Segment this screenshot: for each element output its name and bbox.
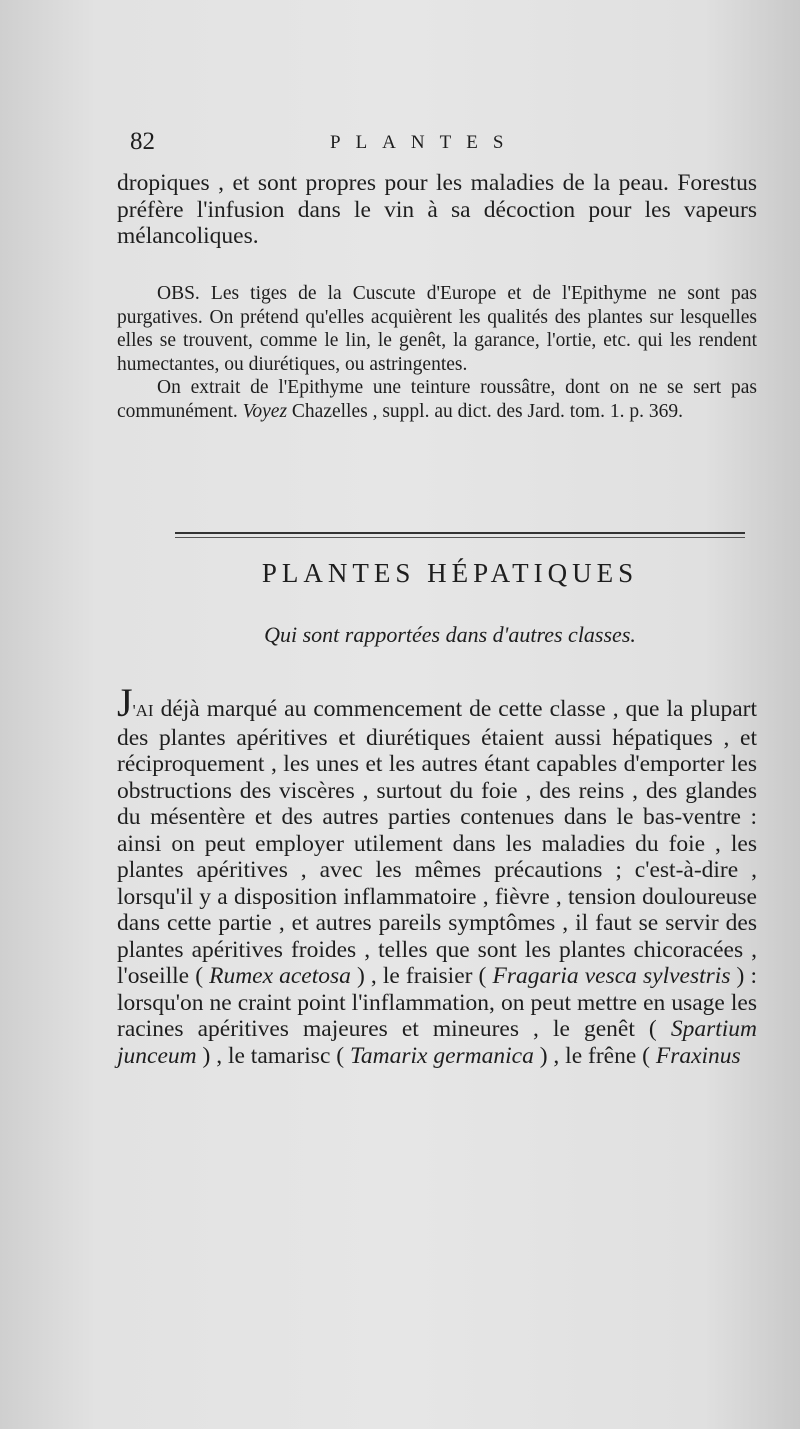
drop-cap: J: [117, 680, 133, 725]
latin-name-5: Fraxinus: [655, 1042, 741, 1069]
main-text-2: ) , le fraisier (: [350, 963, 493, 989]
main-text-3: ) : lorsqu'on ne craint point l'inflammation, on peut mettre en usage les racines apéritives majeures et mineures , le genêt (: [117, 963, 757, 1042]
obs-block: [117, 282, 757, 423]
obs-see-also: Voyez: [242, 400, 288, 422]
main-paragraph: [117, 680, 757, 1069]
latin-name-4: Tamarix germanica: [349, 1042, 534, 1069]
section-subtitle: Qui sont rapportées dans d'autres classes.: [264, 622, 636, 647]
running-head: PLANTES: [330, 132, 519, 153]
obs-paragraph: [117, 282, 757, 376]
obs-label: OBS.: [157, 283, 200, 304]
small-caps: 'AI: [132, 701, 154, 720]
intro-block: [117, 170, 757, 250]
latin-name-1: Rumex acetosa: [209, 963, 351, 989]
page-number: 82: [130, 128, 155, 155]
latin-name-3: Spartium junceum: [117, 1016, 757, 1069]
intro-paragraph: dropiques , et sont propres pour les maladies de la peau. Forestus préfère l'infusion dans le vin à sa décoction pour les vapeurs mélancoliques.: [117, 170, 757, 249]
main-text-1: déjà marqué au commencement de cette classe , que la plupart des plantes apéritives et diurétiques étaient aussi hépatiques , et réciproquement , les unes et les autres étant capables d'emporter les obstructions des viscères , surtout du foie , des reins , des glandes du mésentère et des autres parties contenues dans le bas-ventre : ainsi on peut employer utilement dans les maladies du foie , les plantes apéritives , avec les mêmes précautions ; c'est-à-dire , lorsqu'il y a disposition inflammatoire , fièvre , tension douloureuse dans cette partie , et autres pareils symptômes , il faut se servir des plantes apéritives froides , telles que sont les plantes chicoracées , l'oseille (: [117, 696, 757, 989]
section-rule: [175, 532, 745, 538]
latin-name-2: Fragaria vesca sylvestris: [492, 963, 731, 989]
obs-text-2a: On extrait de l'Epithyme une teinture roussâtre, dont on ne se sert pas communément.: [117, 377, 757, 422]
rule-thin: [175, 537, 745, 538]
main-text-4: ) , le tamarisc (: [196, 1042, 350, 1069]
rule-thick: [175, 532, 745, 534]
main-text-5: ) , le frêne (: [533, 1042, 656, 1069]
page-header: [130, 128, 750, 164]
obs-text: Les tiges de la Cuscute d'Europe et de l'Epithyme ne sont pas purgatives. On prétend qu'elles acquièrent les qualités des plantes sur lesquelles elles se trouvent, comme le lin, le genêt, la garance, l'ortie, etc. qui les rendent humectantes, ou diurétiques, ou astringentes.: [117, 283, 757, 375]
main-text-block: [117, 680, 757, 1069]
obs-text-2b: Chazelles , suppl. au dict. des Jard. tom. 1. p. 369.: [287, 400, 683, 422]
section-title: PLANTES HÉPATIQUES: [261, 558, 639, 588]
obs-paragraph-2: [117, 376, 757, 423]
